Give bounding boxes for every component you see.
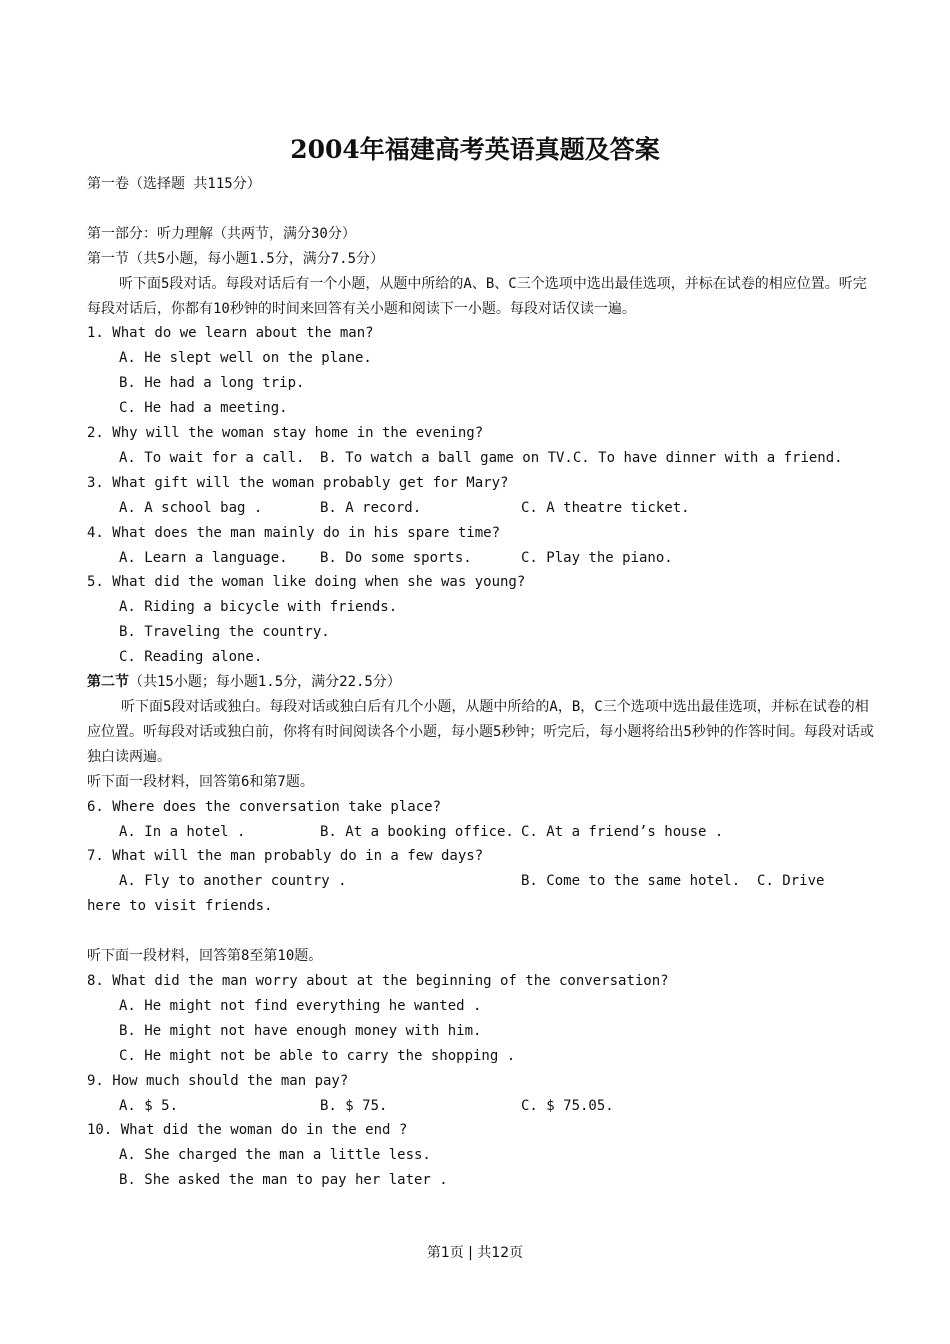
q1-option-b: B. He had a long trip. bbox=[119, 375, 305, 392]
q3-options bbox=[87, 496, 877, 521]
blank-line bbox=[87, 197, 877, 222]
q1-option-c: C. He had a meeting. bbox=[119, 400, 288, 417]
q9-options bbox=[87, 1094, 877, 1119]
q5-option-b: B. Traveling the country. bbox=[119, 624, 330, 641]
q3-option-b: B. A record. bbox=[320, 499, 422, 516]
q1-option-a: A. He slept well on the plane. bbox=[119, 350, 372, 367]
q7-option-c-continued: here to visit friends. bbox=[87, 898, 273, 915]
question-2: 2. Why will the woman stay home in the evening? bbox=[87, 425, 484, 442]
section1-heading: 第一节（共5小题，每小题1.5分，满分7.5分） bbox=[87, 250, 384, 267]
question-9: 9. How much should the man pay? bbox=[87, 1072, 349, 1089]
question-1: 1. What do we learn about the man? bbox=[87, 325, 374, 342]
q7-options bbox=[87, 869, 877, 894]
section2-label: 第二节 bbox=[87, 674, 129, 691]
q8-option-c: C. He might not be able to carry the shopping . bbox=[119, 1047, 516, 1064]
q7-option-a: A. Fly to another country . bbox=[119, 873, 347, 890]
q10-option-b: B. She asked the man to pay her later . bbox=[119, 1172, 448, 1189]
volume-heading: 第一卷（选择题 共115分） bbox=[87, 176, 261, 192]
question-7: 7. What will the man probably do in a few days? bbox=[87, 848, 484, 865]
q7-option-c-start: C. Drive bbox=[757, 873, 825, 890]
section2-details: （共15小题；每小题1.5分，满分22.5分） bbox=[129, 674, 401, 691]
q2-option-b: B. To watch a ball game on TV. bbox=[320, 449, 573, 466]
q2-option-a: A. To wait for a call. bbox=[119, 449, 305, 466]
question-5: 5. What did the woman like doing when she was young? bbox=[87, 574, 526, 591]
q2-options bbox=[87, 446, 877, 471]
material-2-intro: 听下面一段材料，回答第8至第10题。 bbox=[87, 948, 323, 965]
document-title: 2004年福建高考英语真题及答案 bbox=[290, 135, 660, 164]
material-1-intro: 听下面一段材料，回答第6和第7题。 bbox=[87, 773, 314, 790]
question-4: 4. What does the man mainly do in his spare time? bbox=[87, 524, 501, 541]
section2-heading bbox=[87, 670, 877, 695]
q4-option-a: A. Learn a language. bbox=[119, 549, 288, 566]
q9-option-a: A. $ 5. bbox=[119, 1097, 179, 1114]
q6-option-c: C. At a friend’s house . bbox=[521, 823, 724, 840]
question-10: 10. What did the woman do in the end ? bbox=[87, 1122, 408, 1139]
q7-option-c bbox=[740, 869, 824, 894]
q3-option-a: A. A school bag . bbox=[119, 499, 263, 516]
q9-option-c: C. $ 75.05. bbox=[521, 1097, 614, 1114]
q4-options bbox=[87, 546, 877, 571]
section1-instructions: 听下面5段对话。每段对话后有一个小题，从题中所给的A、B、C三个选项中选出最佳选项，并标在试卷的相应位置。听完每段对话后，你都有10秒钟的时间来回答有关小题和阅读下一小题。每段对话仅读一遍。 bbox=[87, 275, 867, 317]
q8-option-a: A. He might not find everything he wanted . bbox=[119, 997, 482, 1014]
q2-option-c: C. To have dinner with a friend. bbox=[572, 449, 843, 466]
page-footer: 第1页 | 共12页 bbox=[426, 1245, 524, 1261]
part-heading: 第一部分：听力理解（共两节，满分30分） bbox=[87, 225, 356, 242]
question-6: 6. Where does the conversation take place? bbox=[87, 798, 442, 815]
question-8: 8. What did the man worry about at the beginning of the conversation? bbox=[87, 972, 669, 989]
document-body bbox=[87, 172, 877, 1193]
q4-option-c: C. Play the piano. bbox=[521, 549, 673, 566]
q7-option-b: B. Come to the same hotel. bbox=[521, 873, 741, 890]
q6-option-b: B. At a booking office. bbox=[320, 823, 514, 840]
q5-option-c: C. Reading alone. bbox=[119, 649, 263, 666]
q6-options bbox=[87, 820, 877, 845]
q5-option-a: A. Riding a bicycle with friends. bbox=[119, 599, 398, 616]
q3-option-c: C. A theatre ticket. bbox=[521, 499, 690, 516]
blank-line bbox=[87, 919, 877, 944]
q4-option-b: B. Do some sports. bbox=[320, 549, 472, 566]
question-3: 3. What gift will the woman probably get for Mary? bbox=[87, 474, 509, 491]
q10-option-a: A. She charged the man a little less. bbox=[119, 1147, 431, 1164]
q9-option-b: B. $ 75. bbox=[320, 1097, 388, 1114]
q6-option-a: A. In a hotel . bbox=[119, 823, 246, 840]
section2-instructions: 听下面5段对话或独白。每段对话或独白后有几个小题，从题中所给的A，B，C三个选项中选出最佳选项，并标在试卷的相应位置。听每段对话或独白前，你将有时间阅读各个小题，每小题5秒钟；听完后，每小题将给出5秒钟的作答时间。每段对话或独白读两遍。 bbox=[87, 699, 874, 765]
q8-option-b: B. He might not have enough money with him. bbox=[119, 1022, 482, 1039]
